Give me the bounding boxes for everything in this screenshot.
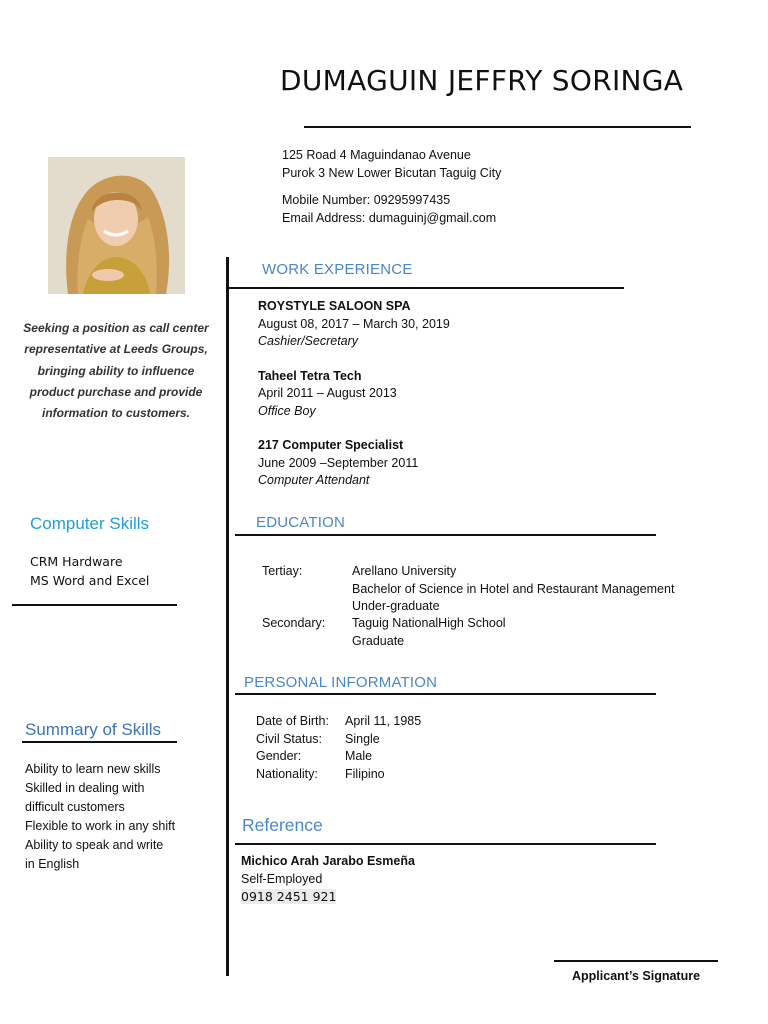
summary-line: Ability to speak and write <box>25 838 164 852</box>
reference-occupation: Self-Employed <box>241 871 323 886</box>
email-address: Email Address: dumaguinj@gmail.com <box>282 210 497 225</box>
computer-skill-item: MS Word and Excel <box>30 573 150 588</box>
education-tertiary-label: Tertiay: <box>262 564 303 578</box>
work-experience-rule <box>229 287 624 289</box>
reference-rule <box>235 843 656 845</box>
personal-info-value: Single <box>345 731 380 746</box>
work-experience-title: WORK EXPERIENCE <box>262 261 413 278</box>
computer-skills-title: Computer Skills <box>30 514 150 533</box>
job-entry <box>258 368 450 421</box>
mobile-number: Mobile Number: 09295997435 <box>282 193 451 207</box>
reference-phone: 0918 2451 921 <box>241 889 337 904</box>
personal-info-rule <box>235 693 656 695</box>
reference-title: Reference <box>242 815 323 835</box>
personal-info-title: PERSONAL INFORMATION <box>244 674 438 691</box>
job-entry <box>258 298 450 351</box>
job-entry <box>258 437 450 490</box>
contact-block <box>282 147 501 227</box>
education-line: Taguig NationalHigh School <box>352 616 506 630</box>
name-underline <box>304 126 691 128</box>
job-dates: August 08, 2017 – March 30, 2019 <box>258 316 450 331</box>
personal-info-value: Male <box>345 749 373 763</box>
education-tertiary-details <box>352 563 674 616</box>
education-line: Under-graduate <box>352 599 440 613</box>
education-secondary-label: Secondary: <box>262 616 326 630</box>
personal-info-value: April 11, 1985 <box>345 714 422 728</box>
education-rule <box>235 534 656 536</box>
computer-skills-list <box>30 552 149 590</box>
education-line: Graduate <box>352 633 405 648</box>
summary-line: Skilled in dealing with <box>25 781 145 795</box>
portrait-image <box>48 157 185 294</box>
signature-line <box>554 960 718 962</box>
address-line-1: 125 Road 4 Maguindanao Avenue <box>282 148 471 162</box>
personal-info-label: Nationality: <box>256 766 318 781</box>
job-role: Computer Attendant <box>258 473 370 487</box>
summary-skills-list <box>25 760 175 874</box>
column-divider <box>226 257 229 976</box>
job-dates: June 2009 –September 2011 <box>258 455 419 470</box>
job-company: 217 Computer Specialist <box>258 438 404 452</box>
job-dates: April 2011 – August 2013 <box>258 386 397 400</box>
personal-info-label: Civil Status: <box>256 731 322 746</box>
objective-statement: Seeking a position as call center representative at Leeds Groups, bringing ability to influence product purchase and provide information to customers. <box>23 321 209 421</box>
education-line: Arellano University <box>352 564 457 578</box>
personal-info-label: Gender: <box>256 749 302 763</box>
summary-line: in English <box>25 857 80 871</box>
signature-label: Applicant’s Signature <box>572 969 701 983</box>
education-title: EDUCATION <box>256 514 346 531</box>
job-company: ROYSTYLE SALOON SPA <box>258 299 411 313</box>
education-secondary-details <box>352 615 506 650</box>
reference-block <box>241 853 415 907</box>
job-role: Office Boy <box>258 403 316 418</box>
personal-info-label: Date of Birth: <box>256 714 329 728</box>
computer-skills-rule <box>12 604 177 606</box>
job-role: Cashier/Secretary <box>258 334 359 348</box>
education-line: Bachelor of Science in Hotel and Restaurant Management <box>352 581 675 596</box>
address-line-2: Purok 3 New Lower Bicutan Taguig City <box>282 165 502 180</box>
computer-skill-item: CRM Hardware <box>30 554 123 569</box>
reference-name: Michico Arah Jarabo Esmeña <box>241 854 415 868</box>
summary-line: Flexible to work in any shift <box>25 819 176 833</box>
summary-line: difficult customers <box>25 800 125 814</box>
personal-info-values <box>345 713 421 783</box>
summary-line: Ability to learn new skills <box>25 762 161 776</box>
summary-skills-rule <box>22 741 177 743</box>
profile-photo <box>48 157 185 294</box>
work-experience-list <box>258 298 450 490</box>
personal-info-labels <box>256 713 329 783</box>
summary-skills-title: Summary of Skills <box>25 720 162 739</box>
job-company: Taheel Tetra Tech <box>258 368 362 383</box>
personal-info-value: Filipino <box>345 766 385 781</box>
applicant-name: DUMAGUIN JEFFRY SORINGA <box>280 64 684 97</box>
